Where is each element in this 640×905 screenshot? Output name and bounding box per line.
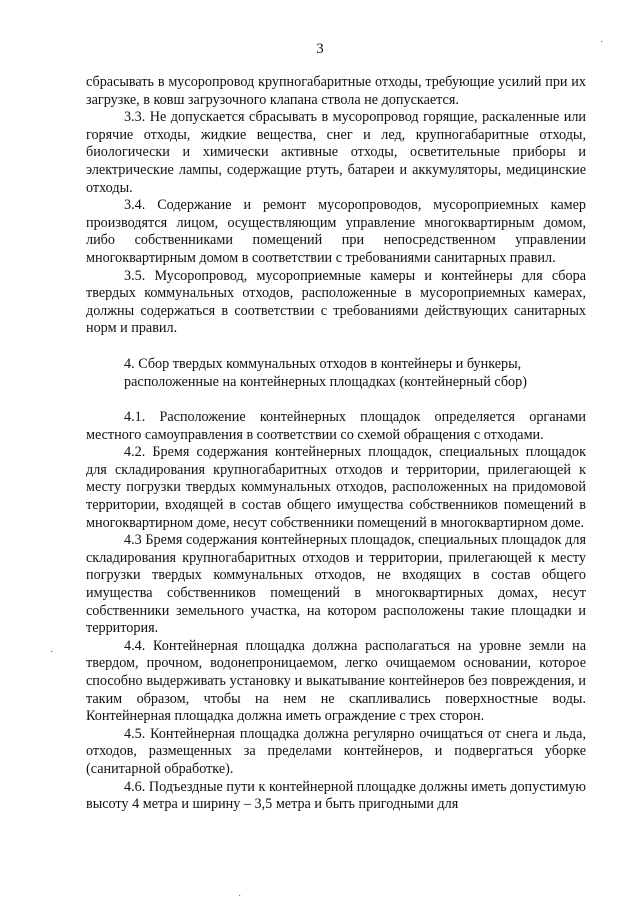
scan-speck: ·	[600, 37, 604, 48]
document-body	[86, 74, 586, 814]
paragraph-4-2: 4.2. Бремя содержания контейнерных площадок, специальных площадок для складирования крупногабаритных отходов и территории, прилегающей к месту погрузки твердых коммунальных отходов, расположенных на придомовой территории, входящей в состав общего имущества собственников помещений в многоквартирном доме, несут собственники помещений в многоквартирном доме.	[86, 444, 586, 531]
section-heading-line2: расположенные на контейнерных площадках (контейнерный сбор)	[124, 373, 527, 390]
paragraph-3-4: 3.4. Содержание и ремонт мусоропроводов, мусороприемных камер производятся лицом, осуществляющим управление многоквартирным домом, либо собственниками помещений при непосредственном управлении многоквартирным домом в соответствии с требованиями санитарных правил.	[86, 197, 586, 266]
paragraph-continuation: сбрасывать в мусоропровод крупногабаритные отходы, требующие усилий при их загрузке, в ковш загрузочного клапана ствола не допускается.	[86, 74, 586, 108]
scan-speck: ·	[50, 647, 54, 658]
paragraph-3-5: 3.5. Мусоропровод, мусороприемные камеры и контейнеры для сбора твердых коммунальных отходов, расположенные в мусороприемных камерах, должны содержаться в соответствии с требованиями действующих санитарных норм и правил.	[86, 267, 586, 337]
paragraph-3-3: 3.3. Не допускается сбрасывать в мусоропровод горящие, раскаленные или горячие отходы, жидкие вещества, снег и лед, крупногабаритные отходы, биологически и химически активные отходы, осветительные приборы и электрические лампы, содержащие ртуть, батареи и аккумуляторы, медицинские отходы.	[86, 109, 586, 196]
scan-speck: ·	[238, 891, 242, 902]
paragraph-4-1: 4.1. Расположение контейнерных площадок определяется органами местного самоуправления в соответствии со схемой обращения с отходами.	[86, 409, 586, 443]
section-heading-line1: 4. Сбор твердых коммунальных отходов в контейнеры и бункеры,	[124, 355, 522, 372]
paragraph-4-5: 4.5. Контейнерная площадка должна регулярно очищаться от снега и льда, отходов, размещенных за пределами контейнеров, и подвергаться уборке (санитарной обработке).	[86, 725, 586, 777]
section-heading	[86, 356, 586, 391]
page-number: 3	[316, 41, 324, 57]
paragraph-4-3: 4.3 Бремя содержания контейнерных площадок, специальных площадок для складирования крупногабаритных отходов и территории, прилегающей к месту погрузки твердых коммунальных отходов, не входящих в состав общего имущества собственников помещений в многоквартирных домах, несут собственники земельного участка, на котором расположены такие площадки и территория.	[86, 532, 586, 637]
paragraph-4-6: 4.6. Подъездные пути к контейнерной площадке должны иметь допустимую высоту 4 метра и ширину – 3,5 метра и быть пригодными для	[86, 778, 586, 813]
paragraph-4-4: 4.4. Контейнерная площадка должна располагаться на уровне земли на твердом, прочном, водонепроницаемом, легко очищаемом основании, которое способно выдерживать установку и выкатывание контейнеров без повреждения, и таким образом, чтобы на нем не скапливались поверхностные воды. Контейнерная площадка должна иметь ограждение с трех сторон.	[86, 637, 586, 725]
